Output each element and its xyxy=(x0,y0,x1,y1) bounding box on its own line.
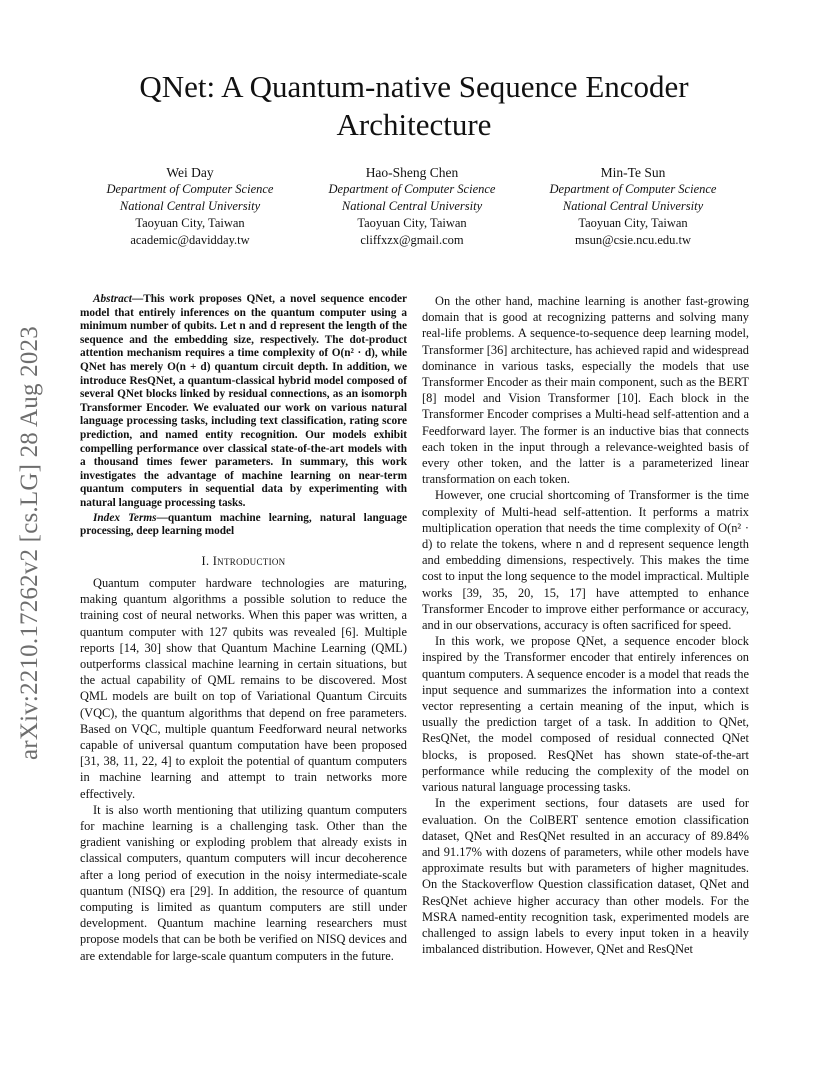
paragraph: Quantum computer hardware technologies are maturing, making quantum algorithms a possible solution to reduce the training cost of neural networks. When this paper was written, a quantum computer with 127 qubits was revealed [6]. Multiple reports [14, 30] show that Quantum Machine Learning (QML) outperforms classical machine learning in certain situations, but the actual capability of QML remains to be discovered. Most QML models are built on top of Variational Quantum Circuits (VQC), the quantum algorithms that depend on free parameters. Based on VQC, multiple quantum Feedforward neural networks capable of universal quantum computation have been proposed [31, 38, 11, 22, 4] to exploit the potential of quantum computers in machine learning and attempt to train networks more effectively. xyxy=(80,575,407,801)
author-city: Taoyuan City, Taiwan xyxy=(357,216,467,230)
author-city: Taoyuan City, Taiwan xyxy=(578,216,688,230)
section-title: Introduction xyxy=(212,553,286,568)
author-univ: National Central University xyxy=(119,199,261,213)
author-block-3 xyxy=(533,164,733,249)
author-univ: National Central University xyxy=(341,199,483,213)
abstract-lead: Abstract xyxy=(93,293,132,305)
author-block-2 xyxy=(312,164,512,249)
section-heading xyxy=(80,553,407,569)
arxiv-identifier: arXiv:2210.17262v2 [cs.LG] 28 Aug 2023 xyxy=(16,326,43,760)
author-name: Wei Day xyxy=(166,165,214,180)
author-email: academic@davidday.tw xyxy=(130,233,250,247)
author-email: cliffxzx@gmail.com xyxy=(360,233,464,247)
author-name: Min-Te Sun xyxy=(600,165,666,180)
author-city: Taoyuan City, Taiwan xyxy=(135,216,245,230)
index-terms-text: —quantum machine learning, natural language processing, deep learning model xyxy=(80,511,407,538)
author-block-1 xyxy=(90,164,290,249)
index-terms-lead: Index Terms xyxy=(93,511,157,524)
abstract-text: —This work proposes QNet, a novel sequence encoder model that entirely inferences on the quantum computer using a minimum number of qubits. Let n and d represent the length of the sequence and the embedding size, respectively. The dot-product attention mechanism requires a time complexity of O(n² · d), while QNet has merely O(n + d) quantum circuit depth. In addition, we introduce ResQNet, a quantum-classical hybrid model composed of several QNet blocks linked by residual connections, as an isomorph Transformer Encoder. We evaluated our work on various natural language processing tasks, including text classification, rating score prediction, and named entity recognition. Our models exhibit compelling performance over classical state-of-the-art models with a thousand times fewer parameters. In summary, this work investigates the advantage of machine learning on near-term quantum computers in sequential data by experimenting with natural language processing tasks. xyxy=(80,293,407,509)
paper-title: QNet: A Quantum-native Sequence Encoder Architecture xyxy=(139,69,689,142)
paragraph: It is also worth mentioning that utilizing quantum computers for machine learning is a challenging task. Other than the gradient vanishing or exploding problem that already exists in classical computers, quantum computers will incur decoherence after a long period of execution in the noisy intermediate-scale quantum (NISQ) era [29]. In addition, the resource of quantum computing is limited as quantum computers are still under development. Quantum machine learning researchers must propose models that can be both be verified on NISQ devices and are extendable for large-scale quantum computers in the future. xyxy=(80,802,407,963)
right-column xyxy=(422,293,749,957)
author-name: Hao-Sheng Chen xyxy=(365,165,459,180)
paragraph: In this work, we propose QNet, a sequence encoder block inspired by the Transformer encoder that entirely inferences on quantum computers. A sequence encoder is a model that reads the input sequence and summarizes the information into a context vector representing a certain meaning of the input, which is usually the prediction target of a task. In addition to QNet, ResQNet, the model composed of residual connected QNet blocks, is proposed. ResQNet has shown state-of-the-art performance while reducing the complexity of the model on various natural language processing tasks. xyxy=(422,634,749,795)
abstract xyxy=(80,293,407,511)
author-dept: Department of Computer Science xyxy=(106,182,274,196)
left-column xyxy=(80,293,407,964)
paragraph: However, one crucial shortcoming of Transformer is the time complexity of Multi-head self-attention. It performs a matrix multiplication operation that needs the time complexity of O(n² · d) to relate the tokens, where n and d represent sequence length and embedding dimensions, respectively. This makes the time cost to input the long sequence to the model impractical. Multiple works [39, 35, 20, 15, 17] have attempted to enhance Transformer Encoder to improve either performance or accuracy, and in our observations, accuracy is often sacrificed for speed. xyxy=(422,488,749,633)
author-email: msun@csie.ncu.edu.tw xyxy=(574,233,691,247)
index-terms xyxy=(80,512,407,539)
paragraph: In the experiment sections, four datasets are used for evaluation. On the ColBERT sentence emotion classification dataset, QNet and ResQNet resulted in an accuracy of 89.84% and 91.17% with dozens of parameters, while other models have approximate results but with parameters of higher magnitudes. On the Stackoverflow Question classification dataset, QNet and ResQNet achieve higher accuracy than other models. For the MSRA named-entity recognition task, experimented models are challenged to assign labels to every input token in a heavily imbalanced distribution. However, QNet and ResQNet xyxy=(422,796,749,957)
author-dept: Department of Computer Science xyxy=(328,182,496,196)
paragraph: On the other hand, machine learning is another fast-growing domain that is good at recognizing patterns and solving many real-life problems. A sequence-to-sequence deep learning model, Transformer [36] architecture, has achieved rapid and widespread dominance in various tasks, especially the models that use Transformer Encoder as their main component, such as the BERT [8] model and Vision Transformer [10]. Each block in the Transformer Encoder comprises a Multi-head self-attention and a Feedforward layer. The former is an inductive bias that connects each token in the input through a relevance-weighted basis of every other token, and the latter is a parameterized linear transformation on each token. xyxy=(422,294,749,487)
author-univ: National Central University xyxy=(562,199,704,213)
section-number: I. xyxy=(201,553,210,568)
author-dept: Department of Computer Science xyxy=(549,182,717,196)
